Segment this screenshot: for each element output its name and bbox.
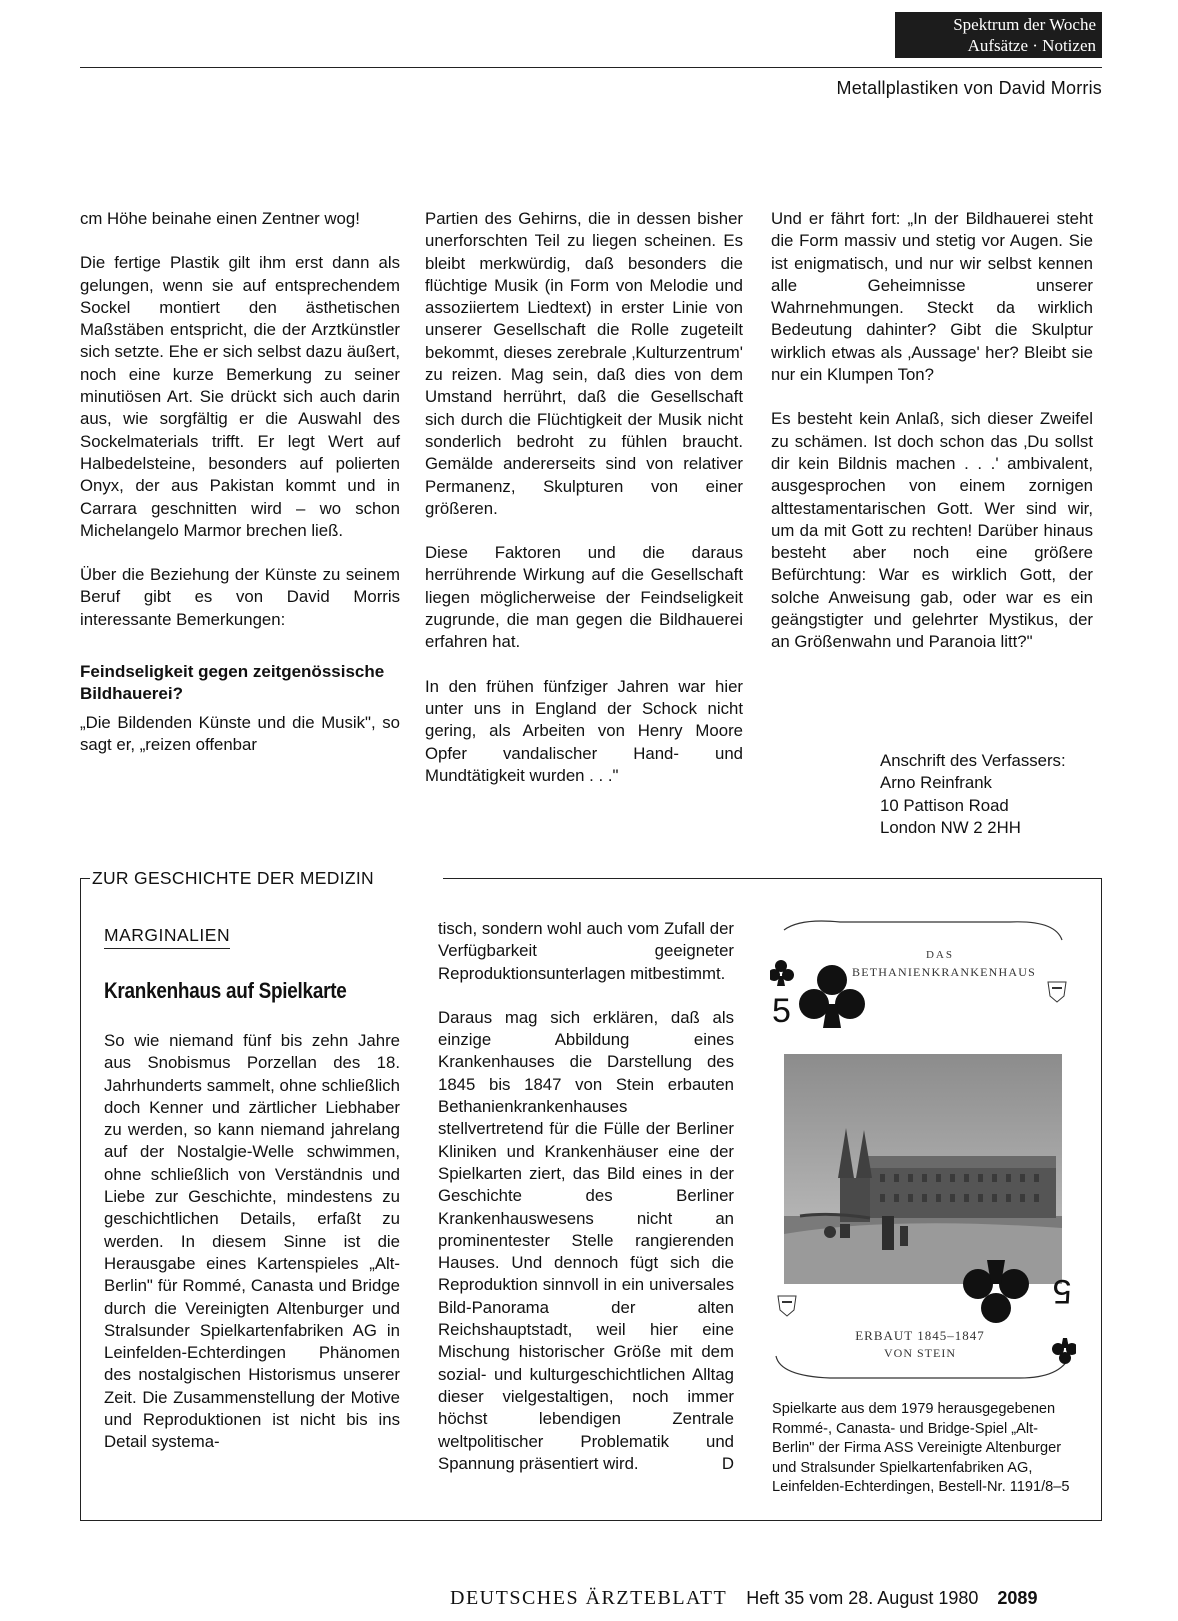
article-column-3 [771, 208, 1093, 676]
paragraph: Und er fährt fort: „In der Bildhauerei steht die Form massiv und stetig vor Augen. Sie ist enigmatisch, und nur wir selbst kennen alle Geheimnisse unserer Wahrnehmungen. Steckt da wirklich Bedeutung dahinter? Gibt die Skulptur wirklich etwas als ‚Aussage' her? Bleibt sie nur ein Klumpen Ton? [771, 209, 1093, 385]
author-signature: D [721, 1453, 734, 1473]
crest-icon [1048, 982, 1066, 1002]
card-edge-top [784, 921, 1062, 940]
paragraph: Diese Faktoren und die daraus herrührende Wirkung auf die Gesellschaft liegen möglicherweise der Feindseligkeit zugrunde, die man gegen die Bildhauerei erfahren hat. [425, 543, 743, 652]
address-line: Anschrift des Verfassers: [880, 751, 1066, 770]
page-number: 2089 [997, 1588, 1038, 1608]
rubric-label: MARGINALIEN [104, 925, 230, 949]
section-badge [895, 12, 1102, 58]
article-column-1 [80, 208, 400, 778]
playing-card [770, 916, 1076, 1386]
box-column-1 [104, 1030, 400, 1476]
paragraph: Es besteht kein Anlaß, sich dieser Zweifel zu schämen. Ist doch schon das ‚Du sollst dir kein Bildnis machen . . .' ambivalent, ausgesprochen von einem zornigen alttestamentarischen Gott. Wer sind wir, um da mit Gott zu rechten! Darüber hinaus besteht aber noch eine größere Befürchtung: War es wirklich Gott, der solche Anweisung gab, oder war es ein geängstigter und gelehrter Mystikus, der an Größenwahn und Paranoia litt?" [771, 409, 1093, 652]
box-headline: Krankenhaus auf Spielkarte [104, 978, 347, 1003]
paragraph: Partien des Gehirns, die in dessen bisher unerforschten Teil zu liegen scheinen. Es bleibt merkwürdig, daß besonders die flüchtige Musik (in Form von Melodie und assoziiertem Liedtext) in erster Linie von unserer Gesellschaft die Rolle zugeteilt bekommt, dieses zerebrale ‚Kulturzentrum' zu reizen. Mag sein, daß dies von dem Umstand herrührt, daß die Gesellschaft sich durch die Flüchtigkeit der Musik nicht sonderlich bedroht zu fühlen braucht. Gemälde andererseits sind von relativer Permanenz, Skulpturen von einer größeren. [425, 209, 743, 518]
box-column-2 [438, 918, 734, 1475]
header-rule [80, 67, 1102, 68]
paragraph: cm Höhe beinahe einen Zentner wog! [80, 209, 360, 228]
subheading: Feindseligkeit gegen zeitgenössische Bildhauerei? [80, 662, 385, 704]
figure-caption: Spielkarte aus dem 1979 herausgegebenen Rommé-, Canasta- und Bridge-Spiel „Alt-Berlin" der Firma ASS Vereinigte Altenburger und Stralsunder Spielkartenfabriken AG, Leinfelden-Echterdingen, Bestell-Nr. 1191/8–5 [772, 1401, 1070, 1495]
box-rule-left [80, 878, 90, 879]
section-label-2: Aufsätze · Notizen [967, 36, 1096, 55]
address-line: Arno Reinfrank [880, 773, 992, 793]
club-icon [770, 960, 794, 986]
article-column-2 [425, 208, 743, 809]
paragraph [438, 1007, 734, 1475]
article-kicker: Metallplastiken von David Morris [836, 78, 1102, 98]
paragraph: So wie niemand fünf bis zehn Jahre aus Snobismus Porzellan des 18. Jahrhunderts sammelt, ohne schließlich doch Kenner und zärtlicher Liebhaber zu werden, so kann niemand jahrelang auf der Nostalgie-Welle schwimmen, ohne schließlich von Verständnis und Liebe zur Geschichte, mindestens zu geschichtlichen Details, erfaßt zu werden. In diesem Sinne ist die Herausgabe eines Kartenspieles „Alt-Berlin" für Rommé, Canasta und Bridge durch die Vereinigten Altenburger und Stralsunder Spielkartenfabriken AG in Leinfelden-Echterdingen Phänomen des nostalgischen Historismus unserer Zeit. Die Zusammenstellung der Motive und Reproduktionen ist nicht bis ins Detail systema- [104, 1031, 400, 1452]
author-address [880, 750, 1066, 839]
box-title: ZUR GESCHICHTE DER MEDIZIN [92, 868, 374, 888]
card-top-text-2: BETHANIENKRANKENHAUS [852, 965, 1036, 979]
paragraph: tisch, sondern wohl auch vom Zufall der Verfügbarkeit geeigneter Reproduktionsunterlagen mitbestimmt. [438, 919, 734, 983]
section-label-1: Spektrum der Woche [953, 15, 1096, 34]
journal-name: DEUTSCHES ÄRZTEBLATT [450, 1587, 728, 1609]
paragraph: Die fertige Plastik gilt ihm erst dann als gelungen, wenn sie auf entsprechendem Sockel montiert den ästhetischen Maßstäben entspricht, die der Arztkünstler sich setzte. Ehe er sich selbst dazu äußert, noch eine kurze Bemerkung zu seiner minutiösen Art. Sie drückt sich auch darin aus, wie sorgfältig er die Auswahl des Sockelmaterials trifft. Er legt Wert auf Halbedelsteine, besonders auf polierten Onyx, der aus Pakistan kommt und in Carrara geschnitten wird – wo schon Michelangelo Marmor brechen ließ. [80, 253, 400, 540]
box-rule-top [443, 878, 1102, 879]
card-bottom-text-2: VON STEIN [884, 1346, 956, 1360]
card-rank-top: 5 [772, 992, 791, 1030]
paragraph: Über die Beziehung der Künste zu seinem Beruf gibt es von David Morris interessante Bemerkungen: [80, 565, 400, 629]
playing-card-art [770, 916, 1076, 1386]
hospital-picture [784, 1054, 1062, 1284]
card-bottom-text-1: ERBAUT 1845–1847 [855, 1328, 985, 1343]
card-rank-bottom: 5 [1052, 1272, 1072, 1310]
crest-icon [778, 1296, 796, 1316]
card-top-text-1: DAS [925, 949, 955, 961]
address-line: London NW 2 2HH [880, 817, 1021, 837]
address-line: 10 Pattison Road [880, 795, 1009, 815]
club-icon [1052, 1338, 1076, 1364]
paragraph-text: Daraus mag sich erklären, daß als einzige Abbildung eines Krankenhauses die Darstellung des 1845 bis 1847 von Stein erbauten Bethanienkrankenhauses stellvertretend für die Fülle der Berliner Kliniken und Krankenhäuser eine der Spielkarten ziert, das Bild eines in der Geschichte des Berliner Krankenhauswesens nicht an prominentester Stelle rangierenden Hauses. Und dennoch fügt sich die Reproduktion sinnvoll in ein universales Bild-Panorama der alten Reichshauptstadt, weil hier eine Mischung historischer Größe mit dem sozial- und kulturgeschichtlichen Alltag dieser vielgestaltigen, noch immer höchst lebendigen Zentrale weltpolitischer Problematik und Spannung präsentiert wird. [438, 1007, 734, 1473]
page-footer [450, 1587, 1037, 1610]
issue-info: Heft 35 vom 28. August 1980 [746, 1588, 979, 1608]
paragraph: „Die Bildenden Künste und die Musik", so sagt er, „reizen offenbar [80, 712, 400, 754]
paragraph: In den frühen fünfziger Jahren war hier unter uns in England der Schock nicht gering, als Arbeiten von Henry Moore Opfer vandalischer Hand- und Mundtätigkeit wurden . . ." [425, 676, 743, 785]
